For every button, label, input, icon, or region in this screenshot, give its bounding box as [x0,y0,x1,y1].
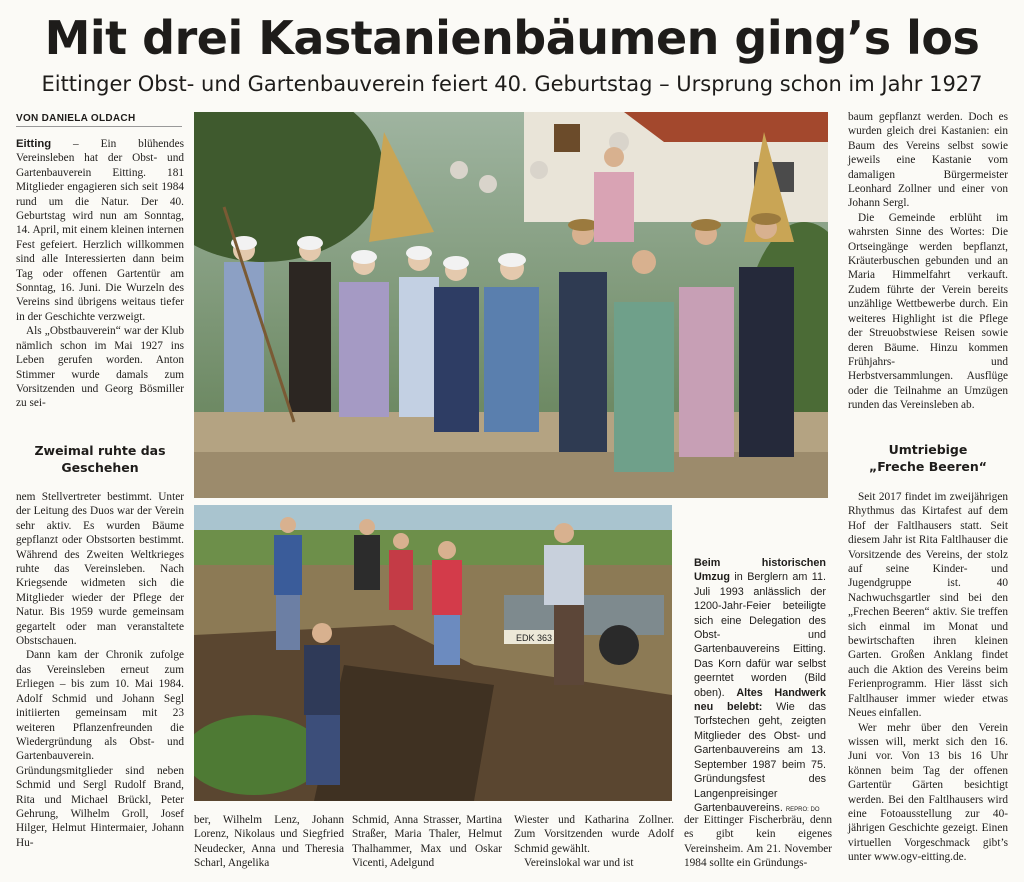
column-3 [352,813,502,871]
headline: Mit drei Kastanienbäumen ging’s los [44,11,980,65]
column-4-text: Wiester und Katharina Zollner. Zum Vorsitzenden wurde Adolf Schmid gewählt. [514,814,674,855]
byline-rule [16,126,182,127]
subheading-umtriebige-line-1: Umtriebige [888,442,968,457]
subheading-umtriebige-line-2: „Freche Beeren“ [869,459,987,474]
subheading-umtriebige [848,441,1008,475]
photo-caption [694,556,826,817]
photo-peat-cutting [194,505,672,801]
paragraph-chronik: Dann kam der Chronik zufolge das Vereinsleben erneut zum Erliegen – bis zum 10. Mai 1984. Adolf Schmid und Johann Segl initiierten gemeinsam mit 23 weiteren Pflanzenfreunden die Wiedergründung als Obst- und Gartenbauverein. Gründungsmitglieder sind neben Schmid und Sergl Rudolf Brand, Rita und Michael Brückl, Peter Gehrung, Wilhelm Groll, Josef Hilger, Helmut Hintermaier, Johann Hu- [16,649,184,849]
column-1-top [16,137,184,411]
column-2 [194,813,344,871]
photo-historic-parade [194,112,828,498]
paragraph-duo: nem Stellvertreter bestimmt. Unter der Leitung des Duos war der Verein sehr aktiv. Es wurden Bäume gepflanzt oder Obstsorten bestimmt. Während des Zweiten Weltkrieges ruhte das Vereinsleben. Nach Kriegsende widmeten sich die Mitglieder wieder der Pflege der Natur. Bis 1959 wurde gemeinsam gegartelt oder man veranstaltete Obstschauen. [16,491,184,648]
trailer-plate: EDK 363 [515,633,553,643]
group-photo-illustration [194,112,828,498]
paragraph-intro: – Ein blühendes Vereinsleben hat der Obst- und Gartenbauverein Eitting. 181 Mitglieder engagieren sich seit 1984 rund um die Natur. Der 40. Geburtstag wird nun am Sonntag, 14. April, mit einem kleinen internen Fest gefeiert. Herzlich willkommen sind alle Interessierten dann beim Tag oder offenen Gartentür am Sonntag, 16. Juni. Die Wurzeln des Vereins sind übrigens weitaus tiefer in der Geschichte verzweigt. [16,138,184,323]
byline: VON DANIELA OLDACH [16,113,136,124]
subheadline: Eittinger Obst- und Gartenbauverein feiert 40. Geburtstag – Ursprung schon im Jahr 1927 [41,72,983,96]
column-2-text: ber, Wilhelm Lenz, Johann Lorenz, Nikolaus und Siegfried Neudecker, Anna und Theresia Scharl, Angelika [194,814,344,870]
paragraph-history: Als „Obstbauverein“ war der Klub nämlich schon im Mai 1927 ins Leben gerufen worden. Anton Stimmer wurde damals zum Vorsitzenden und Georg Bösmiller zu sei- [16,325,184,410]
column-5 [684,813,832,871]
paragraph-gemeinde: Die Gemeinde erblüht im wahrsten Sinne des Wortes: Die Ortseingänge werden bepflanzt, Kräuterbuschen gebunden und an Maria Himmelfahrt verkauft. Zudem führte der Verein bereits unzählige Wettbewerbe durch. Ein weiteres Highlight ist die Pflege der Streuobstwiese Reisen sowie deren Bäume. Hinzu kommen Frühjahrs- und Herbstversammlungen. Ausflüge oder die Teilnahme an Umzügen runden das Vereinsleben ab. [848,211,1008,412]
column-5-text: der Eittinger Fischerbräu, denn es gibt kein eigenes Vereinsheim. Am 21. November 1984 sollte ein Gründungs- [684,814,832,870]
caption-text-2: Wie das Torfstechen geht, zeigten Mitglieder des Obst- und Gartenbauvereins am 13. September 1987 beim 75. Gründungsfest des Langenpreisinger Gartenbauvereins. [694,701,826,814]
column-3-text: Schmid, Anna Strasser, Martina Straßer, Maria Thaler, Helmut Thalhammer, Max und Oskar Vicenti, Adelgund [352,814,502,870]
dateline: Eitting [16,138,52,150]
paragraph-kastanien: baum gepflanzt werden. Doch es wurden gleich drei Kastanien: ein Baum des Vereins selbst sowie jeweils eine Kastanie vom damaligen Bürgermeister Leonhard Zollner und einer von Johann Sergl. [848,111,1008,210]
subheading-zweimal: Zweimal ruhte das Geschehen [34,443,166,475]
column-6-bottom [848,490,1008,865]
column-4 [514,813,674,871]
caption-text-1: in Berglern am 11. Juli 1993 anlässlich der 1200-Jahr-Feier beteiligte sich eine Delegation des Obst- und Gartenbauvereins Eitting. Das Korn dafür war selbst geerntet worden (Bild oben). [694,571,826,699]
caption-bold-1: Beim historischen Umzug [694,557,826,584]
column-4-text-2: Vereinslokal war und ist [524,857,634,870]
paragraph-gartentuer: Wer mehr über den Verein wissen will, merkt sich den 16. Juni vor. Von 13 bis 16 Uhr können beim Tag der offenen Gartentür Gärten besichtigt werden. Bei den Faltlhausers wird eine Fotoausstellung zur 40-jährigen Geschichte gezeigt. Einen virtuellen Vorgeschmack gibt’s unter www.ogv-eitting.de. [848,721,1008,864]
column-6-top [848,110,1008,413]
photo-credit: REPRO: DO [785,806,820,813]
peat-cutting-illustration [194,505,672,801]
caption-bold-2: Altes Handwerk neu belebt: [694,686,826,714]
column-1-bottom [16,490,184,850]
paragraph-kirtafest: Seit 2017 findet im zweijährigen Rhythmus das Kirtafest auf dem Hof der Faltlhausers statt. Seit diesem Jahr ist Rita Faltlhauser die Vorsitzende des Vereins, der stolz auf seine Kinder- und Jugendgruppe ist. 40 Nachwuchsgartler sind bei den „Frechen Beeren“ aktiv. Sie treffen sich einmal im Monat und bewirtschaften ihren kleinen Garten. Großen Anklang findet auch die Aktion des Vereins beim Ferienprogramm. Hier lässt sich Faltlhauser immer wieder etwas Neues einfallen. [848,491,1008,720]
